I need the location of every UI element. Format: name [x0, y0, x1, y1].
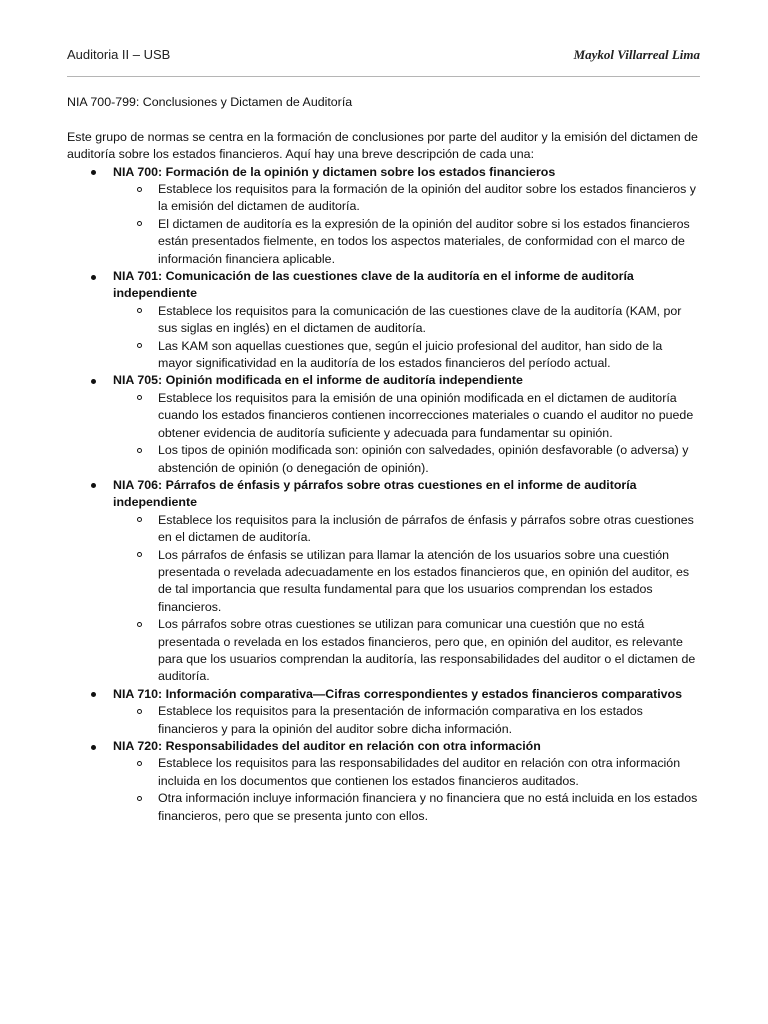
header-course: Auditoria II – USB [67, 47, 171, 62]
nia-section-title: NIA 706: Párrafos de énfasis y párrafos sobre otras cuestiones en el informe de auditoría independiente [113, 477, 637, 510]
nia-detail-item [113, 390, 700, 442]
nia-detail-text: Los tipos de opinión modificada son: opinión con salvedades, opinión desfavorable (o adversa) y abstención de opinión (o denegación de opinión). [158, 443, 689, 475]
bullet-disc-icon [91, 692, 96, 697]
nia-detail-item [113, 181, 700, 216]
nia-detail-text: Los párrafos sobre otras cuestiones se utilizan para comunicar una cuestión que no está presentada o revelada en los estados financieros, pero que, en opinión del auditor, es relevante para que los usuarios comprendan la auditoría, las responsabilidades del auditor o el dictamen de auditoría. [158, 617, 696, 684]
nia-detail-list [113, 390, 700, 477]
nia-detail-item [113, 790, 700, 825]
nia-detail-text: Establece los requisitos para la emisión de una opinión modificada en el dictamen de auditoría cuando los estados financieros contienen incorrecciones materiales o cuando el auditor no puede obtener evidencia de auditoría suficiente y adecuada para fundamentar su opinión. [158, 390, 694, 440]
nia-detail-list [113, 303, 700, 373]
bullet-circle-icon [137, 187, 142, 192]
nia-detail-list [113, 703, 700, 738]
intro-paragraph: Este grupo de normas se centra en la formación de conclusiones por parte del auditor y la emisión del dictamen de auditoría sobre los estados financieros. Aquí hay una breve descripción de cada una: [67, 129, 698, 162]
nia-detail-item [113, 703, 700, 738]
bullet-circle-icon [137, 395, 142, 400]
header-divider [67, 76, 700, 77]
nia-section [67, 372, 700, 476]
nia-section-list [67, 164, 700, 825]
nia-detail-item [113, 755, 700, 790]
nia-section [67, 268, 700, 372]
nia-detail-text: Establece los requisitos para la presentación de información comparativa en los estados financieros y para la opinión del auditor sobre dicha información. [158, 704, 643, 736]
nia-detail-text: Las KAM son aquellas cuestiones que, según el juicio profesional del auditor, han sido de la mayor significatividad en la auditoría de los estados financieros del período actual. [158, 338, 663, 371]
document-title: NIA 700-799: Conclusiones y Dictamen de Auditoría [67, 95, 353, 109]
nia-detail-item [113, 442, 700, 477]
nia-section-title: NIA 720: Responsabilidades del auditor en relación con otra información [113, 739, 541, 754]
bullet-circle-icon [137, 552, 142, 557]
nia-section [67, 477, 700, 686]
nia-detail-text: Establece los requisitos para las responsabilidades del auditor en relación con otra información incluida en los documentos que contienen los estados financieros auditados. [158, 756, 681, 788]
bullet-disc-icon [91, 745, 96, 750]
nia-detail-list [113, 755, 700, 825]
nia-detail-item [113, 338, 700, 373]
nia-detail-text: Los párrafos de énfasis se utilizan para llamar la atención de los usuarios sobre una cuestión presentada o revelada adecuadamente en los estados financieros que, en opinión del auditor, es de tal importancia que resulta fundamental para que los usuarios comprendan los estados financieros. [158, 547, 690, 614]
nia-detail-item [113, 303, 700, 338]
bullet-disc-icon [91, 275, 96, 280]
nia-section [67, 686, 700, 738]
bullet-circle-icon [137, 343, 142, 348]
bullet-circle-icon [137, 448, 142, 453]
bullet-disc-icon [91, 170, 96, 175]
nia-detail-text: Establece los requisitos para la formación de la opinión del auditor sobre los estados financieros y la emisión del dictamen de auditoría. [158, 182, 696, 214]
bullet-disc-icon [91, 483, 96, 488]
bullet-circle-icon [137, 622, 142, 627]
nia-detail-list [113, 181, 700, 268]
nia-detail-item [113, 547, 700, 617]
nia-section-title: NIA 710: Información comparativa—Cifras correspondientes y estados financieros comparativos [113, 686, 683, 701]
bullet-disc-icon [91, 379, 96, 384]
document-body [67, 94, 700, 825]
bullet-circle-icon [137, 709, 142, 714]
nia-detail-text: El dictamen de auditoría es la expresión de la opinión del auditor sobre si los estados financieros están presentados fielmente, en todos los aspectos materiales, de conformidad con el marco de información financiera aplicable. [158, 216, 690, 266]
nia-detail-item [113, 616, 700, 686]
nia-detail-item [113, 216, 700, 268]
bullet-circle-icon [137, 796, 142, 801]
nia-section-title: NIA 701: Comunicación de las cuestiones clave de la auditoría en el informe de auditoría independiente [113, 269, 634, 301]
nia-detail-item [113, 512, 700, 547]
bullet-circle-icon [137, 517, 142, 522]
nia-detail-text: Establece los requisitos para la comunicación de las cuestiones clave de la auditoría (KAM, por sus siglas en inglés) en el dictamen de auditoría. [158, 303, 682, 336]
nia-detail-list [113, 512, 700, 686]
nia-detail-text: Otra información incluye información financiera y no financiera que no está incluida en los estados financieros, pero que se presenta junto con ellos. [158, 791, 698, 823]
bullet-circle-icon [137, 761, 142, 766]
bullet-circle-icon [137, 308, 142, 313]
nia-section-title: NIA 705: Opinión modificada en el informe de auditoría independiente [113, 373, 523, 388]
bullet-circle-icon [137, 221, 142, 226]
nia-section-title: NIA 700: Formación de la opinión y dictamen sobre los estados financieros [113, 164, 556, 179]
nia-section [67, 738, 700, 825]
nia-detail-text: Establece los requisitos para la inclusión de párrafos de énfasis y párrafos sobre otras cuestiones en el dictamen de auditoría. [158, 512, 694, 545]
header-author: Maykol Villarreal Lima [573, 47, 700, 62]
nia-section [67, 164, 700, 268]
